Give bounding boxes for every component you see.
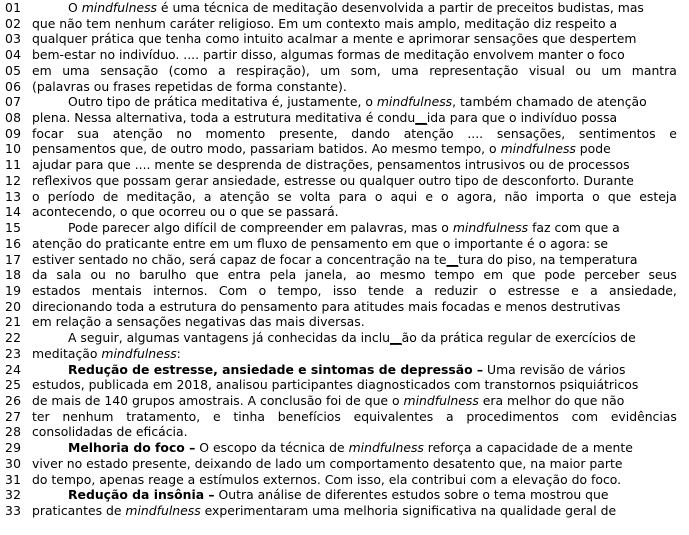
line-content (32, 110, 677, 126)
word: o (441, 188, 449, 204)
line-number: 23 (5, 345, 22, 361)
line-content (32, 16, 677, 32)
word: e (669, 125, 677, 141)
word: mentais (91, 282, 142, 298)
word: o (32, 188, 40, 204)
line-content (32, 94, 677, 110)
line-number: 11 (5, 157, 22, 173)
word: de (102, 188, 119, 204)
line-content (32, 47, 677, 63)
word: em (32, 62, 52, 78)
line-number: 15 (5, 220, 22, 236)
word: visual (528, 62, 565, 78)
text-line (0, 31, 689, 47)
line-content (32, 141, 677, 157)
text-line (0, 283, 689, 299)
word: sua (77, 125, 100, 141)
word: perceber (584, 267, 640, 283)
line-number: 28 (5, 424, 22, 440)
italic-term: mindfulness (125, 503, 201, 518)
line-number: 22 (5, 330, 22, 346)
word: reduzir (434, 282, 478, 298)
line-content (32, 330, 677, 346)
line-number: 29 (5, 440, 22, 456)
word: e (571, 282, 579, 298)
line-number: 08 (5, 110, 22, 126)
line-content (32, 503, 677, 519)
word: (como (168, 62, 208, 78)
line-content (32, 393, 677, 409)
text-line (0, 409, 689, 425)
word: se (277, 188, 292, 204)
text-run: O escopo da técnica de (195, 440, 349, 456)
word: dando (351, 125, 391, 141)
text-run: acontecendo, o que ocorreu ou o que se passará. (32, 204, 339, 220)
text-run: Uma revisão de vários (483, 361, 626, 377)
word: nenhum (62, 408, 114, 424)
line-number: 09 (5, 125, 22, 141)
fill-in-blank: __ (390, 330, 402, 346)
line-number: 16 (5, 235, 22, 251)
line-content (32, 236, 677, 252)
line-content (32, 252, 677, 268)
word: benefícios (277, 408, 341, 424)
line-content (32, 157, 677, 173)
line-number: 27 (5, 408, 22, 424)
text-run: atenção do praticante entre em um fluxo de pensamento em que o importante é o agora: se (32, 235, 609, 251)
word: seus (648, 267, 677, 283)
line-number: 07 (5, 94, 22, 110)
word: isso (332, 282, 357, 298)
text-run: estiver sentado no chão, será capaz de focar a concentração na te (32, 251, 447, 267)
text-run: de mais de 140 grupos amostrais. A conclusão foi de que o (32, 392, 404, 408)
text-run: , também chamado de atenção (452, 94, 647, 110)
word: evidências (610, 408, 677, 424)
word: não (504, 188, 528, 204)
text-line (0, 236, 689, 252)
italic-term: mindfulness (403, 392, 479, 408)
text-run: reforça a capacidade de a mente (423, 440, 633, 456)
text-line (0, 362, 689, 378)
text-line (0, 126, 689, 142)
word: a (218, 62, 226, 78)
text-run: Pode parecer algo difícil de compreender em palavras, mas o (68, 220, 453, 236)
word: um (601, 62, 622, 78)
text-line (0, 94, 689, 110)
text-line (0, 157, 689, 173)
text-line (0, 189, 689, 205)
word: barulho (139, 267, 187, 283)
word: uma (62, 62, 90, 78)
word: estresse (507, 282, 560, 298)
text-run: ajudar para que .... mente se desprenda de distrações, pensamentos intrusivos ou de processos (32, 157, 630, 173)
text-run: experimentaram uma melhoria significativa na qualidade geral de (200, 503, 617, 518)
word: representação (429, 62, 519, 78)
line-number: 19 (5, 282, 22, 298)
line-content (32, 424, 677, 440)
line-content (32, 189, 677, 205)
word: sentimentos (578, 125, 656, 141)
word: tempo (434, 267, 475, 283)
text-line (0, 346, 689, 362)
text-run: A seguir, algumas vantagens já conhecidas da inclu (68, 330, 391, 346)
word: tempo, (277, 282, 322, 298)
word: Com (218, 282, 248, 298)
line-number: 18 (5, 267, 22, 283)
word: que (607, 188, 632, 204)
italic-term: mindfulness (81, 0, 157, 15)
word: meditação, (126, 188, 196, 204)
word: que (512, 267, 536, 283)
line-number: 20 (5, 298, 22, 314)
text-line (0, 314, 689, 330)
line-content (32, 220, 677, 236)
text-run: é uma técnica de meditação desenvolvida a partir de preceitos budistas, mas (156, 0, 644, 15)
line-content (32, 173, 677, 189)
text-run: plena. Nessa alternativa, toda a estrutura meditativa é condu (32, 110, 416, 126)
word: .... (467, 125, 484, 141)
text-run: pensamentos que, de outro modo, passariam batidos. Ao mesmo tempo, o (32, 141, 501, 157)
text-line (0, 424, 689, 440)
text-run: : (176, 345, 181, 361)
benefit-heading: Redução de estresse, ansiedade e sintomas de depressão – (68, 361, 484, 377)
text-line (0, 456, 689, 472)
line-number: 24 (5, 361, 22, 377)
word: o (592, 188, 600, 204)
line-content (32, 79, 677, 95)
justified-line (32, 126, 677, 142)
text-line (0, 267, 689, 283)
line-number: 31 (5, 471, 22, 487)
word: que (195, 267, 219, 283)
text-line (0, 503, 689, 519)
line-content (32, 31, 677, 47)
line-number: 02 (5, 15, 22, 31)
word: importa (535, 188, 585, 204)
line-content (32, 204, 677, 220)
text-line (0, 299, 689, 315)
line-content (32, 377, 677, 393)
line-content (32, 456, 677, 472)
word: pela (269, 267, 297, 283)
text-line (0, 47, 689, 63)
word: tratamento, (126, 408, 201, 424)
text-run: estudos, publicada em 2018, analisou participantes diagnosticados com transtornos psiquiátricos (32, 377, 639, 393)
fill-in-blank: __ (446, 251, 459, 267)
line-number: 04 (5, 47, 22, 63)
word: da (32, 267, 48, 283)
text-run: O (68, 0, 82, 15)
line-number: 10 (5, 141, 22, 157)
line-content (32, 314, 677, 330)
benefit-heading: Melhoria do foco – (68, 440, 196, 456)
text-line (0, 220, 689, 236)
italic-term: mindfulness (376, 94, 453, 110)
text-run: Outra análise de diferentes estudos sobre o tema mostrou que (214, 487, 609, 503)
text-run: tura do piso, na temperatura (458, 251, 638, 267)
line-number: 12 (5, 172, 22, 188)
text-line (0, 393, 689, 409)
word: ter (32, 408, 50, 424)
word: em (483, 267, 504, 283)
text-line (0, 472, 689, 488)
word: pode (544, 267, 576, 283)
text-run: (palavras ou frases repetidas de forma constante). (32, 78, 347, 94)
word: uma (391, 62, 419, 78)
line-content (32, 0, 677, 16)
line-number: 13 (5, 188, 22, 204)
word: sensações, (496, 125, 566, 141)
line-number: 32 (5, 487, 22, 503)
word: som, (350, 62, 381, 78)
word: e (425, 188, 433, 204)
text-run: ão da prática regular de exercícios de (401, 330, 636, 346)
line-content (32, 283, 677, 299)
word: um (320, 62, 341, 78)
text-run: pode (575, 141, 611, 157)
word: sala (56, 267, 82, 283)
line-content (32, 126, 677, 142)
line-content (32, 362, 677, 378)
line-number: 25 (5, 377, 22, 393)
word: o (488, 282, 497, 298)
line-content (32, 409, 677, 425)
text-line (0, 0, 689, 16)
word: a (445, 408, 454, 424)
word: atenção (403, 125, 454, 141)
line-number: 05 (5, 62, 22, 78)
text-run: viver no estado presente, deixando de lado um comportamento desatento que, na maior parte (32, 455, 623, 471)
line-content (32, 346, 677, 362)
word: sensação (100, 62, 159, 78)
word: mesmo (379, 267, 426, 283)
line-content (32, 267, 677, 283)
italic-term: mindfulness (452, 220, 529, 236)
text-run: que não tem nenhum caráter religioso. Em um contexto mais amplo, meditação diz respeito a (32, 15, 618, 31)
line-number: 33 (5, 503, 22, 518)
word: equivalentes (353, 408, 434, 424)
word: tende (368, 282, 404, 298)
text-line (0, 204, 689, 220)
line-content (32, 472, 677, 488)
text-line (0, 16, 689, 32)
word: tinha (233, 408, 265, 424)
text-run: ida para que o indivíduo possa (426, 110, 618, 126)
word: período (47, 188, 95, 204)
word: procedimentos (466, 408, 559, 424)
word: focar (32, 125, 64, 141)
justified-line (32, 409, 677, 425)
word: aqui (390, 188, 418, 204)
word: ou (575, 62, 591, 78)
text-run: do tempo, apenas reage a estímulos externos. Com isso, ela contribui com a elevação do foco. (32, 471, 622, 487)
line-content (32, 299, 677, 315)
word: com (571, 408, 599, 424)
line-number: 21 (5, 314, 22, 330)
text-run: meditação (32, 345, 102, 361)
justified-line (32, 267, 677, 283)
word: no (114, 267, 131, 283)
italic-term: mindfulness (348, 440, 424, 456)
italic-term: mindfulness (500, 141, 576, 157)
text-line (0, 63, 689, 79)
text-line (0, 487, 689, 503)
line-content (32, 440, 677, 456)
text-line (0, 440, 689, 456)
word: ou (90, 267, 106, 283)
word: a (590, 282, 598, 298)
text-line (0, 173, 689, 189)
italic-term: mindfulness (101, 345, 177, 361)
text-run: faz com que a (528, 220, 620, 236)
text-run: consolidadas de eficácia. (32, 424, 188, 440)
line-number: 30 (5, 455, 22, 471)
word: e (212, 408, 221, 424)
word: o (374, 188, 383, 204)
word: para (338, 188, 367, 204)
benefit-heading: Redução da insônia – (68, 487, 215, 503)
text-line (0, 377, 689, 393)
text-run: bem-estar no indivíduo. .... partir disso, algumas formas de meditação envolvem manter o foco (32, 47, 625, 63)
word: janela, (305, 267, 347, 283)
line-number: 26 (5, 392, 22, 408)
justified-line (32, 189, 677, 205)
justified-line (32, 63, 677, 79)
word: no (176, 125, 192, 141)
word: respiração), (236, 62, 310, 78)
justified-line (32, 283, 677, 299)
word: atenção (112, 125, 163, 141)
word: estados (32, 282, 81, 298)
word: mantra (631, 62, 677, 78)
line-number: 14 (5, 204, 22, 220)
text-line (0, 252, 689, 268)
text-line (0, 141, 689, 157)
word: momento (205, 125, 266, 141)
line-content (32, 487, 677, 503)
word: atenção (219, 188, 270, 204)
fill-in-blank: __ (415, 110, 427, 126)
text-run: era melhor do que não (478, 392, 625, 408)
word: agora, (456, 188, 497, 204)
text-line (0, 79, 689, 95)
line-number: 03 (5, 31, 22, 47)
line-number: 01 (5, 0, 22, 15)
word: internos. (153, 282, 208, 298)
word: volta (299, 188, 331, 204)
text-run: reflexivos que possam gerar ansiedade, estresse ou qualquer outro tipo de desconforto. Durante (32, 172, 634, 188)
word: ansiedade, (609, 282, 677, 298)
word: o (258, 282, 267, 298)
text-run: qualquer prática que tenha como intuito acalmar a mente e aprimorar sensações que despertem (32, 31, 637, 47)
word: presente, (278, 125, 338, 141)
word: a (203, 188, 212, 204)
word: entra (227, 267, 261, 283)
word: esteja (639, 188, 677, 204)
text-run: direcionando toda a estrutura do pensamento para atitudes mais focadas e menos destrutivas (32, 298, 621, 314)
text-line (0, 330, 689, 346)
text-run: Outro tipo de prática meditativa é, justamente, o (68, 94, 377, 110)
word: ao (355, 267, 371, 283)
text-line (0, 110, 689, 126)
text-run: em relação a sensações negativas das mais diversas. (32, 314, 365, 330)
line-content (32, 63, 677, 79)
text-run: praticantes de (32, 503, 126, 518)
line-number: 06 (5, 78, 22, 94)
line-number: 17 (5, 251, 22, 267)
word: a (415, 282, 423, 298)
